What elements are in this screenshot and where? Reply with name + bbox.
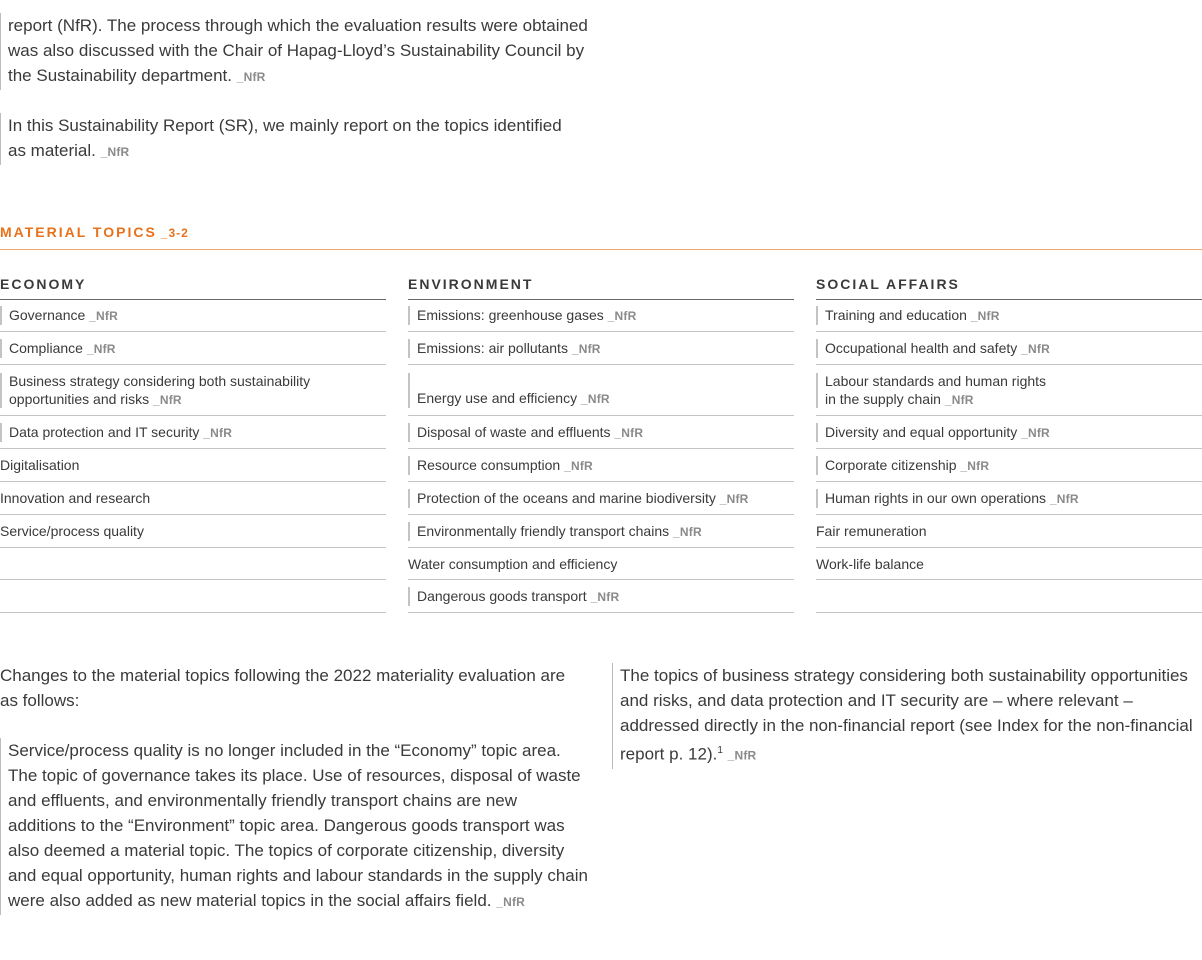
topic-cell — [408, 587, 619, 606]
nfr-tag: _NfR — [607, 309, 637, 323]
column-heading: ENVIRONMENT — [408, 274, 794, 300]
nfr-tag: _NfR — [203, 425, 233, 440]
topic-label: Energy use and efficiency — [417, 389, 578, 406]
nfr-tag: _NfR — [236, 70, 266, 84]
topic-label: Corporate citizenship — [825, 456, 957, 473]
topic-label: Governance — [9, 307, 86, 323]
nfr-tag: _NfR — [970, 309, 1000, 323]
topic-row — [408, 416, 794, 449]
topic-label: Disposal of waste and effluents — [417, 423, 611, 440]
topic-row — [816, 332, 1202, 365]
nfr-tag: _NfR — [673, 524, 702, 539]
topic-cell — [0, 489, 150, 507]
topic-cell — [0, 456, 79, 474]
nfr-tag: _NfR — [727, 748, 757, 763]
topic-row — [408, 580, 794, 613]
topic-row — [408, 515, 794, 548]
topic-row — [816, 580, 1202, 613]
nfr-tag: _NfR — [614, 425, 644, 440]
topic-cell — [0, 339, 116, 358]
topic-label: Resource consumption — [417, 456, 561, 473]
topic-label: Work-life balance — [816, 555, 924, 572]
nfr-tag: _NfR — [86, 341, 116, 356]
column-heading: SOCIAL AFFAIRS — [816, 274, 1202, 300]
topic-label: Service/process quality — [0, 523, 144, 539]
nfr-tag: _NfR — [944, 392, 974, 407]
topic-row — [0, 482, 386, 515]
topic-cell — [816, 306, 1000, 325]
topic-label: Emissions: greenhouse gases — [417, 307, 604, 323]
topic-label: Diversity and equal opportunity — [825, 423, 1018, 440]
topic-row — [0, 548, 386, 580]
topic-cell — [408, 555, 617, 573]
topic-cell — [408, 306, 636, 325]
topic-row — [816, 548, 1202, 580]
nfr-tag: _NfR — [89, 309, 118, 323]
nfr-tag: _NfR — [590, 589, 620, 604]
topic-cell — [408, 522, 702, 541]
environment-column — [408, 274, 794, 613]
topic-cell — [408, 456, 593, 475]
topic-label: Water consumption and efficiency — [408, 555, 618, 572]
nfr-tag: _NfR — [1021, 341, 1050, 356]
changes-lead-text: Changes to the material topics following the 2022 materiality evaluation are as follows: — [0, 666, 566, 710]
topic-cell — [0, 306, 118, 325]
topic-label: Innovation and research — [0, 490, 151, 506]
topic-row — [0, 416, 386, 449]
topic-label: Environmentally friendly transport chains — [417, 522, 670, 539]
topic-label: Occupational health and safety — [825, 339, 1018, 356]
topic-label: Compliance — [9, 339, 83, 356]
intro-paragraph-2 — [0, 113, 568, 165]
nfr-tag: _NfR — [152, 392, 182, 407]
topic-row — [0, 365, 386, 416]
topic-row — [408, 449, 794, 482]
nfr-tag: _NfR — [564, 458, 593, 473]
intro-paragraph-1 — [0, 13, 588, 90]
topic-cell — [816, 373, 1055, 408]
intro-paragraph-1-text: report (NfR). The process through which the evaluation results were obtained was also discussed with the Chair of Hapag-Lloyd’s Sustainability Council by the Sustainability department. — [8, 16, 588, 85]
topic-label: Labour standards and human rights in the supply chain — [825, 372, 1047, 407]
topic-row — [0, 515, 386, 548]
topic-label: Fair remuneration — [816, 523, 927, 539]
topic-row — [816, 482, 1202, 515]
nfr-tag: _NfR — [1049, 491, 1079, 506]
topic-label: Dangerous goods transport — [417, 587, 587, 604]
topic-row — [0, 332, 386, 365]
topic-row — [816, 365, 1202, 416]
topic-label: Business strategy considering both sustainability opportunities and risks — [9, 372, 311, 407]
topic-cell — [408, 339, 601, 358]
topic-row — [408, 548, 794, 580]
topic-cell — [408, 373, 610, 408]
topic-row — [0, 300, 386, 332]
topic-cell — [408, 423, 643, 442]
nfr-tag: _NfR — [960, 458, 990, 473]
column-heading: ECONOMY — [0, 274, 386, 300]
topic-cell — [816, 456, 989, 475]
topic-cell — [816, 423, 1050, 442]
topic-cell — [816, 555, 924, 573]
changes-right-text: The topics of business strategy considering both sustainability opportunities and risks, and data protection and IT security are – where relevant – addressed directly in the non-financial report (see Index for the non-financial report p. 12). — [620, 666, 1193, 764]
topic-row — [816, 515, 1202, 548]
topic-cell — [0, 373, 319, 408]
topic-cell — [816, 339, 1050, 358]
topic-cell — [408, 489, 749, 508]
section-ref: _3-2 — [160, 226, 189, 240]
changes-body — [0, 738, 588, 915]
social-affairs-column — [816, 274, 1202, 613]
topic-row — [816, 416, 1202, 449]
changes-lead — [0, 663, 580, 713]
topic-cell — [0, 423, 232, 442]
topic-cell — [816, 489, 1079, 508]
footnote-ref: 1 — [717, 745, 723, 756]
nfr-tag: _NfR — [719, 491, 749, 506]
material-topics-heading — [0, 224, 1202, 250]
topic-label: Emissions: air pollutants — [417, 339, 568, 356]
nfr-tag: _NfR — [571, 341, 601, 356]
intro-paragraph-2-text: In this Sustainability Report (SR), we mainly report on the topics identified as material. — [8, 116, 562, 160]
topic-row — [0, 449, 386, 482]
topic-row — [816, 300, 1202, 332]
nfr-tag: _NfR — [496, 895, 526, 909]
topic-label: Data protection and IT security — [9, 423, 200, 440]
topic-row — [408, 332, 794, 365]
nfr-tag: _NfR — [580, 391, 610, 406]
topic-cell — [816, 522, 927, 540]
topic-row — [816, 449, 1202, 482]
topic-cell — [0, 522, 144, 540]
nfr-tag: _NfR — [100, 145, 130, 159]
topic-row — [408, 482, 794, 515]
economy-column — [0, 274, 386, 613]
changes-right — [612, 663, 1200, 769]
topic-label: Protection of the oceans and marine biodiversity — [417, 489, 716, 506]
changes-body-text: Service/process quality is no longer included in the “Economy” topic area. The topic of governance takes its place. Use of resources, disposal of waste and effluents, and environmentally friendly transport chains are new additions to the “Environment” topic area. Dangerous goods transport was also deemed a material topic. The topics of corporate citizenship, diversity and equal opportunity, human rights and labour standards in the supply chain were also added as new material topics in the social affairs field. — [8, 741, 588, 910]
section-title: MATERIAL TOPICS — [0, 224, 157, 240]
topic-row — [408, 300, 794, 332]
topic-label: Human rights in our own operations — [825, 489, 1047, 506]
nfr-tag: _NfR — [1021, 425, 1050, 440]
topic-label: Digitalisation — [0, 457, 80, 473]
topic-row — [408, 365, 794, 416]
topic-row — [0, 580, 386, 613]
topic-label: Training and education — [825, 307, 967, 323]
